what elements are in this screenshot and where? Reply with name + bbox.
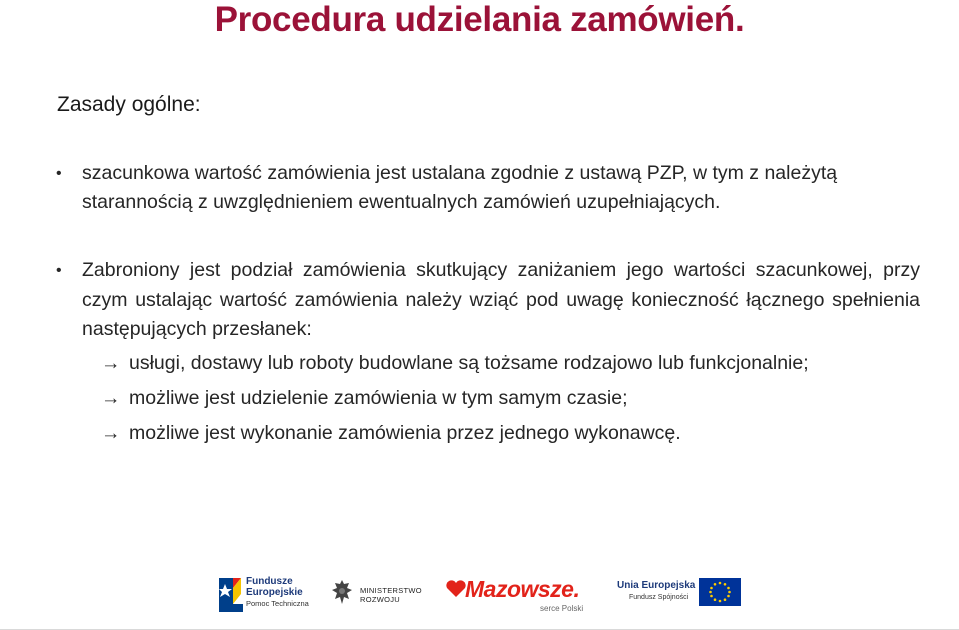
bullet-text-2: Zabroniony jest podział zamówienia skutkujący zaniżaniem jego wartości szacunkowej, przy czym ustalając wartość zamówienia należy wziąć pod uwagę konieczność łącznego spełnienia następujących przesłanek: <box>82 259 920 340</box>
eagle-emblem-icon <box>330 578 354 608</box>
arrow-right-icon: → <box>101 387 121 409</box>
section-heading: Zasady ogólne: <box>57 93 201 116</box>
sub-item-text: możliwe jest wykonanie zamówienia przez jednego wykonawcę. <box>129 422 681 444</box>
bullet-text-1: szacunkowa wartość zamówienia jest ustalana zgodnie z ustawą PZP, w tym z należytą starannością z uwzględnieniem ewentualnych zamówień uzupełniających. <box>82 162 838 213</box>
fe-logo-line2: Europejskie <box>246 587 303 598</box>
bullet-dot: • <box>56 165 62 182</box>
eu-flag-icon <box>699 578 741 606</box>
sub-item-3 <box>101 420 681 446</box>
ministry-logo <box>330 578 430 614</box>
eu-logo <box>617 578 742 614</box>
mazowsze-name: Mazowsze. <box>465 576 580 602</box>
mazowsze-logo <box>445 574 590 616</box>
arrow-right-icon: → <box>101 352 121 374</box>
eu-logo-line1: Unia Europejska <box>617 580 696 591</box>
fe-logo-line1: Fundusze <box>246 576 293 587</box>
slide-title: Procedura udzielania zamówień. <box>214 0 745 39</box>
fe-star-icon <box>219 574 243 612</box>
sub-item-2 <box>101 385 628 411</box>
fe-logo <box>219 574 329 614</box>
mazowsze-tagline: serce Polski <box>540 604 584 613</box>
bullet-dot: • <box>56 262 62 279</box>
sub-item-text: możliwe jest udzielenie zamówienia w tym samym czasie; <box>129 387 628 409</box>
sub-item-text: usługi, dostawy lub roboty budowlane są tożsame rodzajowo lub funkcjonalnie; <box>129 352 809 374</box>
sub-item-1 <box>101 350 809 376</box>
eu-logo-line2: Fundusz Spójności <box>629 594 689 601</box>
ministry-logo-line1: MINISTERSTWO <box>360 586 422 595</box>
ministry-logo-line2: ROZWOJU <box>360 595 401 604</box>
footer-logos <box>0 568 959 630</box>
fe-logo-line3: Pomoc Techniczna <box>246 599 309 608</box>
arrow-right-icon: → <box>101 422 121 444</box>
heart-icon <box>445 580 467 598</box>
